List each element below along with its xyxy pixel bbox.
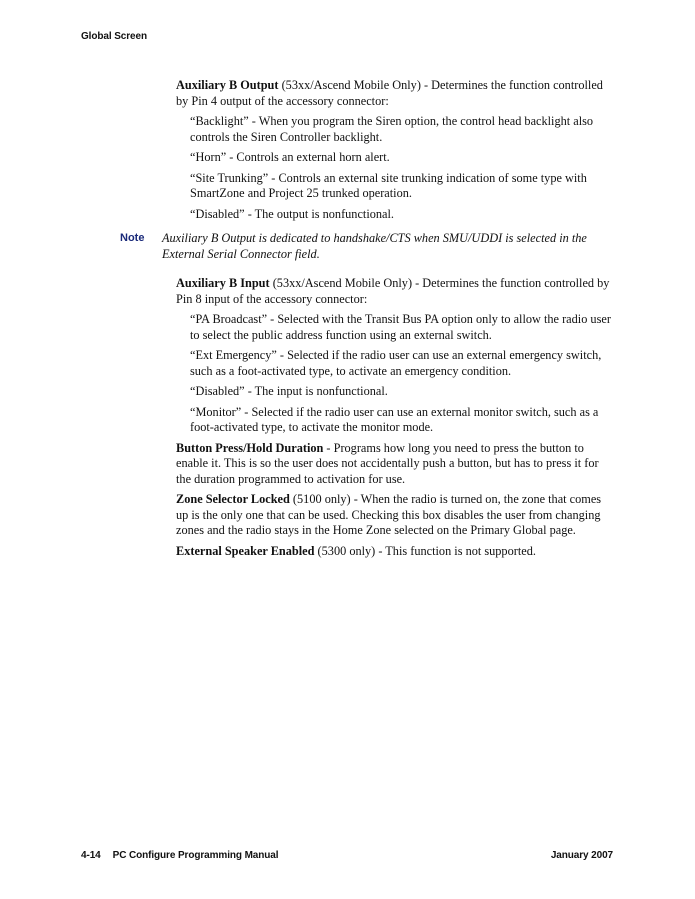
option-site-trunking: “Site Trunking” - Controls an external site trunking indication of some type with SmartZone and Project 25 trunked operation.: [190, 170, 587, 200]
aux-b-output-definition: [176, 78, 612, 109]
aux-b-input-term: Auxiliary B Input: [176, 276, 270, 290]
button-press-hold-description: - Programs how long you need to press the button to enable it. This is so the user does not accidentally push a button, but has to press it for the duration programmed to activation for use.: [176, 440, 599, 486]
running-header: Global Screen: [81, 31, 147, 42]
aux-b-output-description: (53xx/Ascend Mobile Only) - Determines the function controlled by Pin 4 output of the accessory connector:: [176, 78, 603, 108]
option-monitor: “Monitor” - Selected if the radio user can use an external monitor switch, such as a foot-activated type, to activate the monitor mode.: [190, 404, 599, 434]
aux-b-input-definition: [176, 276, 612, 307]
aux-b-output-term: Auxiliary B Output: [176, 78, 279, 92]
option-horn: “Horn” - Controls an external horn alert.: [190, 150, 390, 164]
footer-date: January 2007: [550, 850, 613, 861]
note-text: Auxiliary B Output is dedicated to handshake/CTS when SMU/UDDI is selected in the External Serial Connector field.: [162, 231, 587, 261]
option-ext-emergency: “Ext Emergency” - Selected if the radio user can use an external emergency switch, such as a foot-activated type, to activate an emergency condition.: [190, 348, 602, 378]
note-label: Note: [120, 232, 145, 244]
aux-b-input-description: (53xx/Ascend Mobile Only) - Determines the function controlled by Pin 8 input of the accessory connector:: [176, 276, 610, 306]
zone-selector-locked-term: Zone Selector Locked: [176, 492, 290, 506]
running-footer: [81, 850, 613, 861]
note-block: [120, 231, 612, 262]
manual-title: PC Configure Programming Manual: [112, 850, 279, 861]
zone-selector-locked-description: (5100 only) - When the radio is turned on, the zone that comes up is the only one that can be used. Checking this box disables the user from changing zones and the radio stays in the Home Zone selected on the Primary Global page.: [176, 492, 602, 537]
zone-selector-locked-definition: [176, 492, 612, 539]
external-speaker-description: (5300 only) - This function is not supported.: [314, 543, 536, 558]
footer-left: [81, 850, 278, 861]
option-output-disabled: “Disabled” - The output is nonfunctional.: [190, 206, 394, 221]
button-press-hold-definition: [176, 441, 612, 488]
option-pa-broadcast: “PA Broadcast” - Selected with the Transit Bus PA option only to allow the radio user to select the public address function using an external switch.: [190, 312, 611, 342]
option-backlight: “Backlight” - When you program the Siren option, the control head backlight also controls the Siren Controller backlight.: [190, 114, 594, 144]
option-input-disabled: “Disabled” - The input is nonfunctional.: [190, 384, 388, 398]
page-content: [120, 78, 612, 564]
button-press-hold-term: Button Press/Hold Duration: [176, 440, 324, 455]
external-speaker-term: External Speaker Enabled: [176, 543, 315, 558]
external-speaker-definition: [176, 544, 612, 560]
page-number: 4-14: [81, 850, 101, 861]
